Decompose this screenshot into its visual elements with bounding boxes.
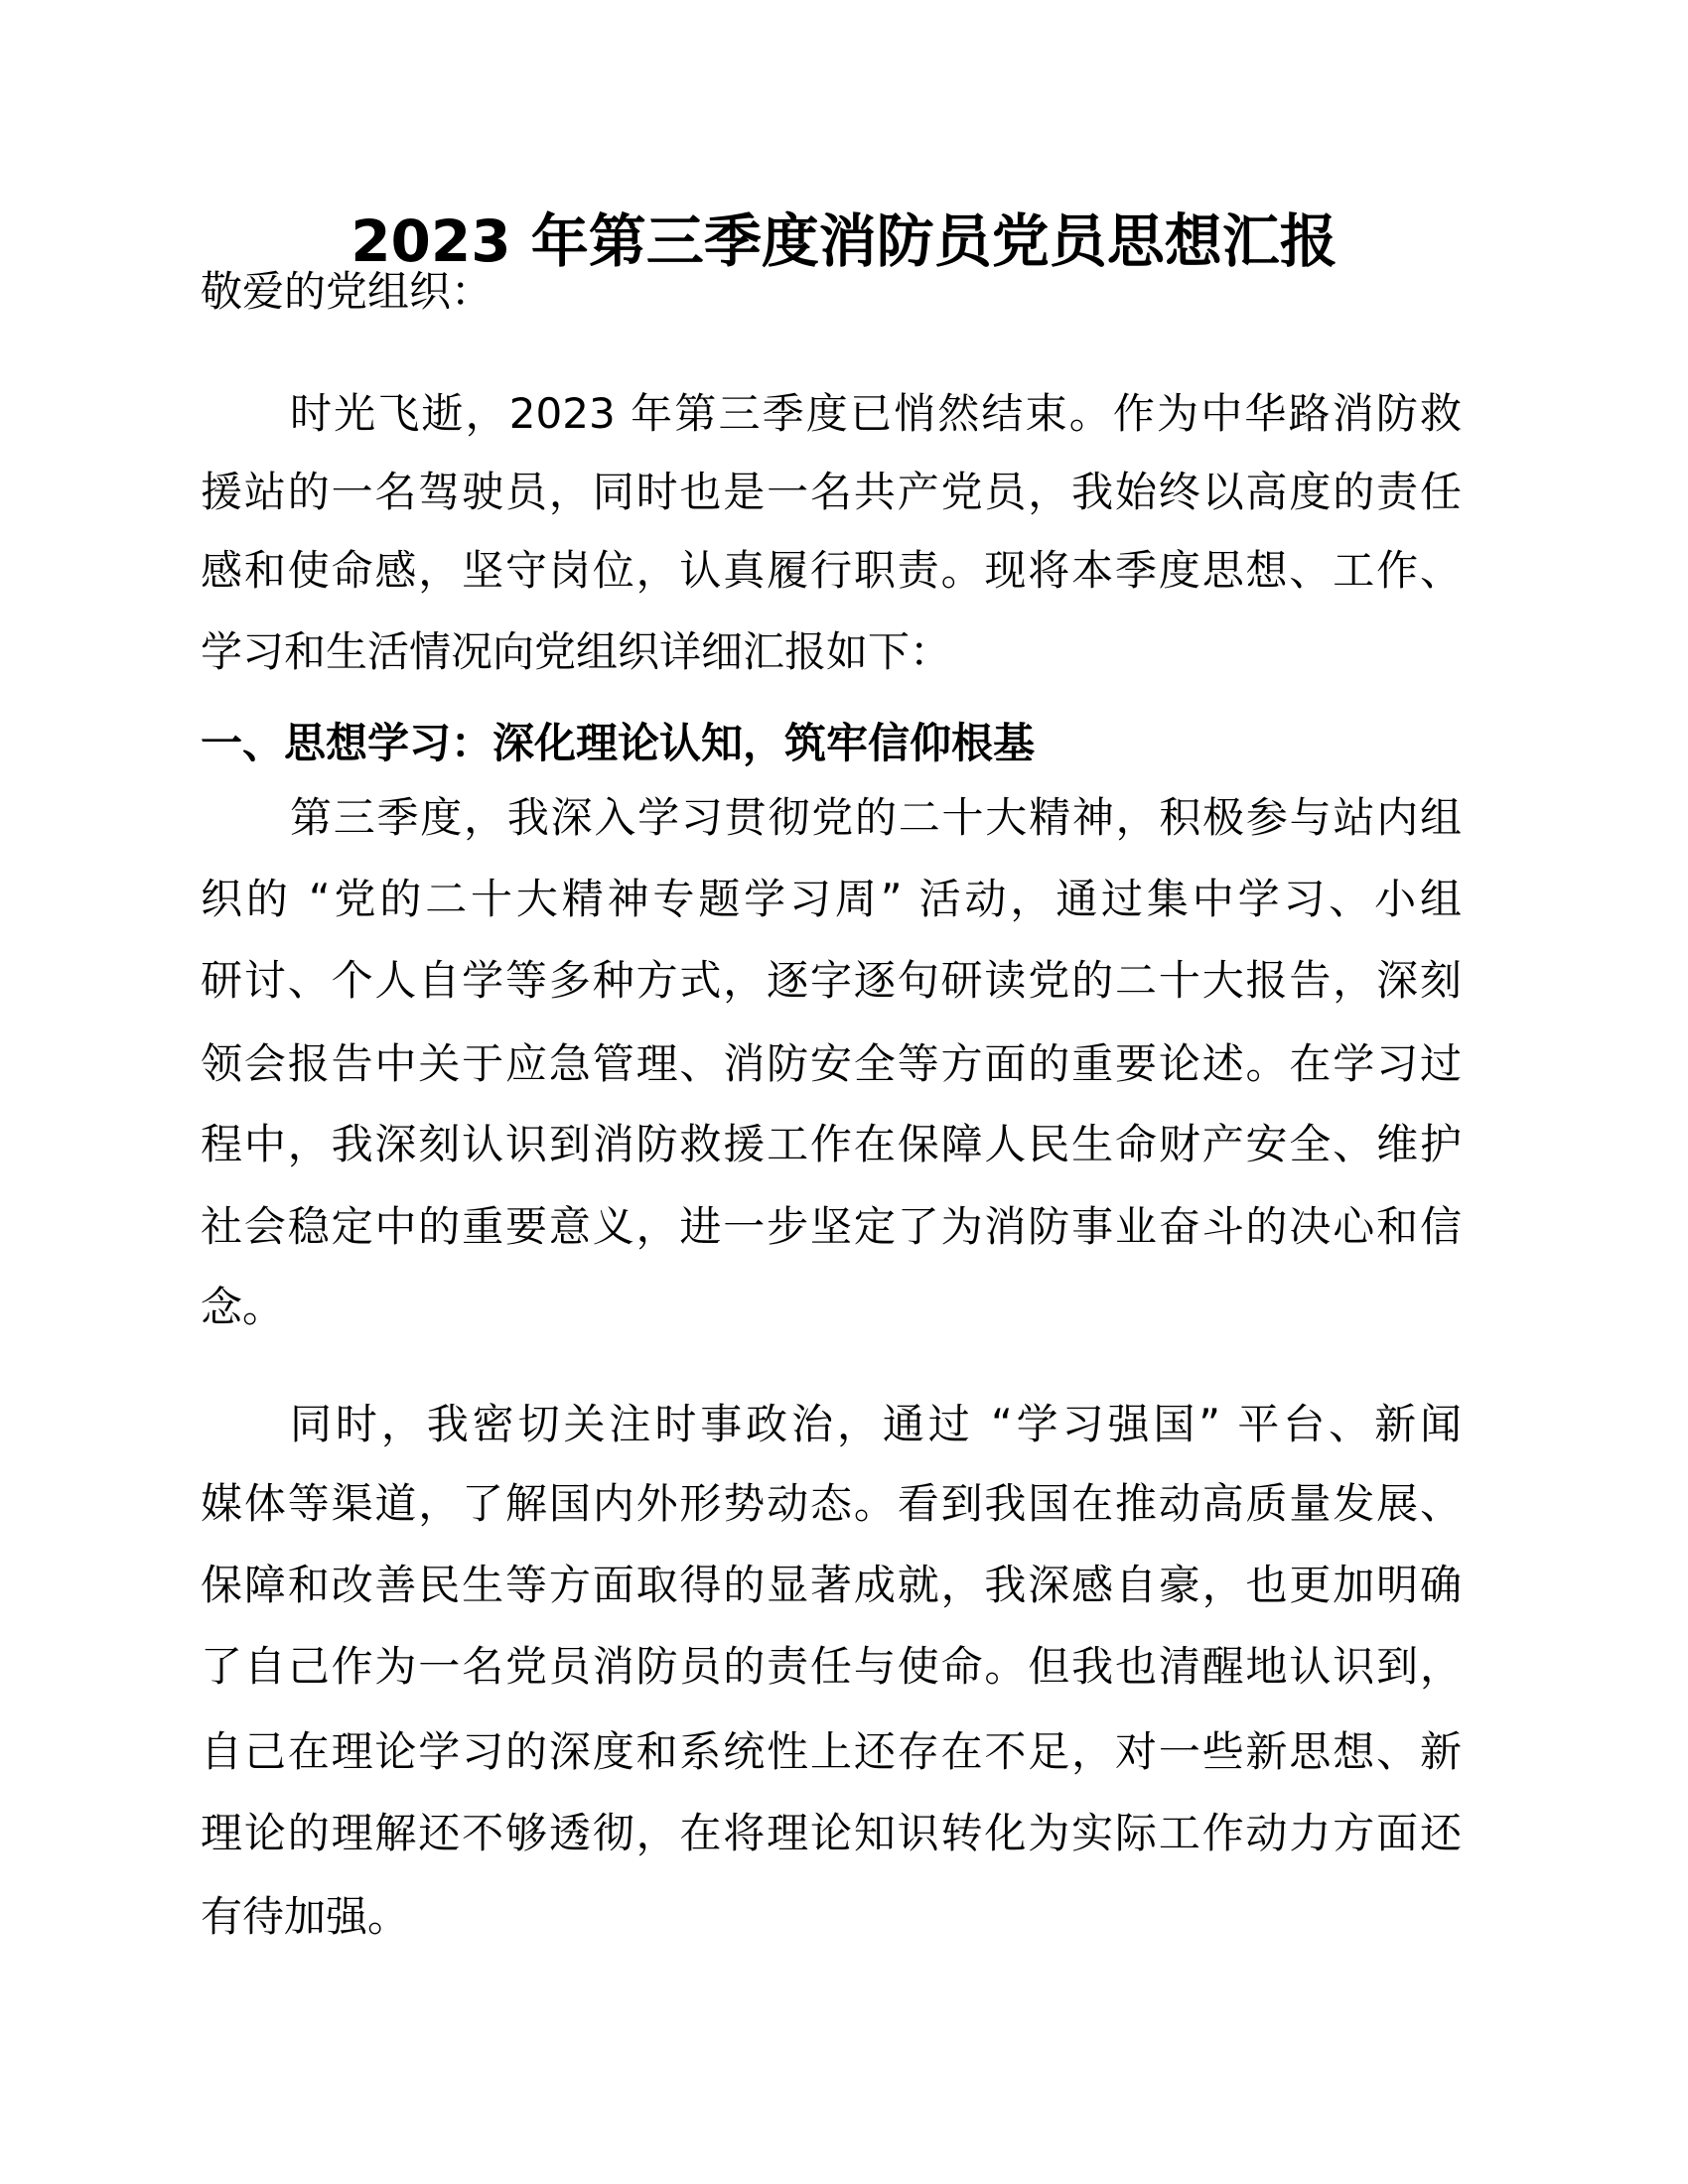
- paragraph-line: 念。: [201, 1283, 285, 1331]
- paragraph-line: 有待加强。: [201, 1892, 410, 1941]
- paragraph-line: 程中，我深刻认识到消防救援工作在保障人民生命财产安全、维护: [201, 1120, 1462, 1168]
- paragraph-line: 第三季度，我深入学习贯彻党的二十大精神，积极参与站内组: [290, 793, 1462, 842]
- paragraph-line: 织的 “党的二十大精神专题学习周” 活动，通过集中学习、小组: [201, 875, 1462, 923]
- paragraph-line: 媒体等渠道，了解国内外形势动态。看到我国在推动高质量发展、: [201, 1479, 1462, 1528]
- paragraph-line: 理论的理解还不够透彻，在将理论知识转化为实际工作动力方面还: [201, 1809, 1462, 1857]
- paragraph-line: 保障和改善民生等方面取得的显著成就，我深感自豪，也更加明确: [201, 1561, 1462, 1609]
- intro-line: 时光飞逝，2023 年第三季度已悄然结束。作为中华路消防救: [290, 389, 1462, 438]
- intro-line: 援站的一名驾驶员，同时也是一名共产党员，我始终以高度的责任: [201, 468, 1462, 516]
- document-title: 2023 年第三季度消防员党员思想汇报: [351, 207, 1337, 275]
- salutation: 敬爱的党组织：: [201, 267, 493, 316]
- section-heading: 一、思想学习：深化理论认知，筑牢信仰根基: [201, 719, 1036, 767]
- paragraph-line: 了自己作为一名党员消防员的责任与使命。但我也清醒地认识到，: [201, 1642, 1462, 1691]
- intro-line: 感和使命感，坚守岗位，认真履行职责。现将本季度思想、工作、: [201, 546, 1462, 595]
- paragraph-line: 自己在理论学习的深度和系统性上还存在不足，对一些新思想、新: [201, 1727, 1462, 1776]
- paragraph-line: 领会报告中关于应急管理、消防安全等方面的重要论述。在学习过: [201, 1039, 1462, 1088]
- paragraph-line: 社会稳定中的重要意义，进一步坚定了为消防事业奋斗的决心和信: [201, 1202, 1462, 1251]
- paragraph-line: 同时，我密切关注时事政治，通过 “学习强国” 平台、新闻: [290, 1400, 1462, 1448]
- paragraph-line: 研讨、个人自学等多种方式，逐字逐句研读党的二十大报告，深刻: [201, 956, 1462, 1005]
- intro-line: 学习和生活情况向党组织详细汇报如下：: [201, 627, 952, 676]
